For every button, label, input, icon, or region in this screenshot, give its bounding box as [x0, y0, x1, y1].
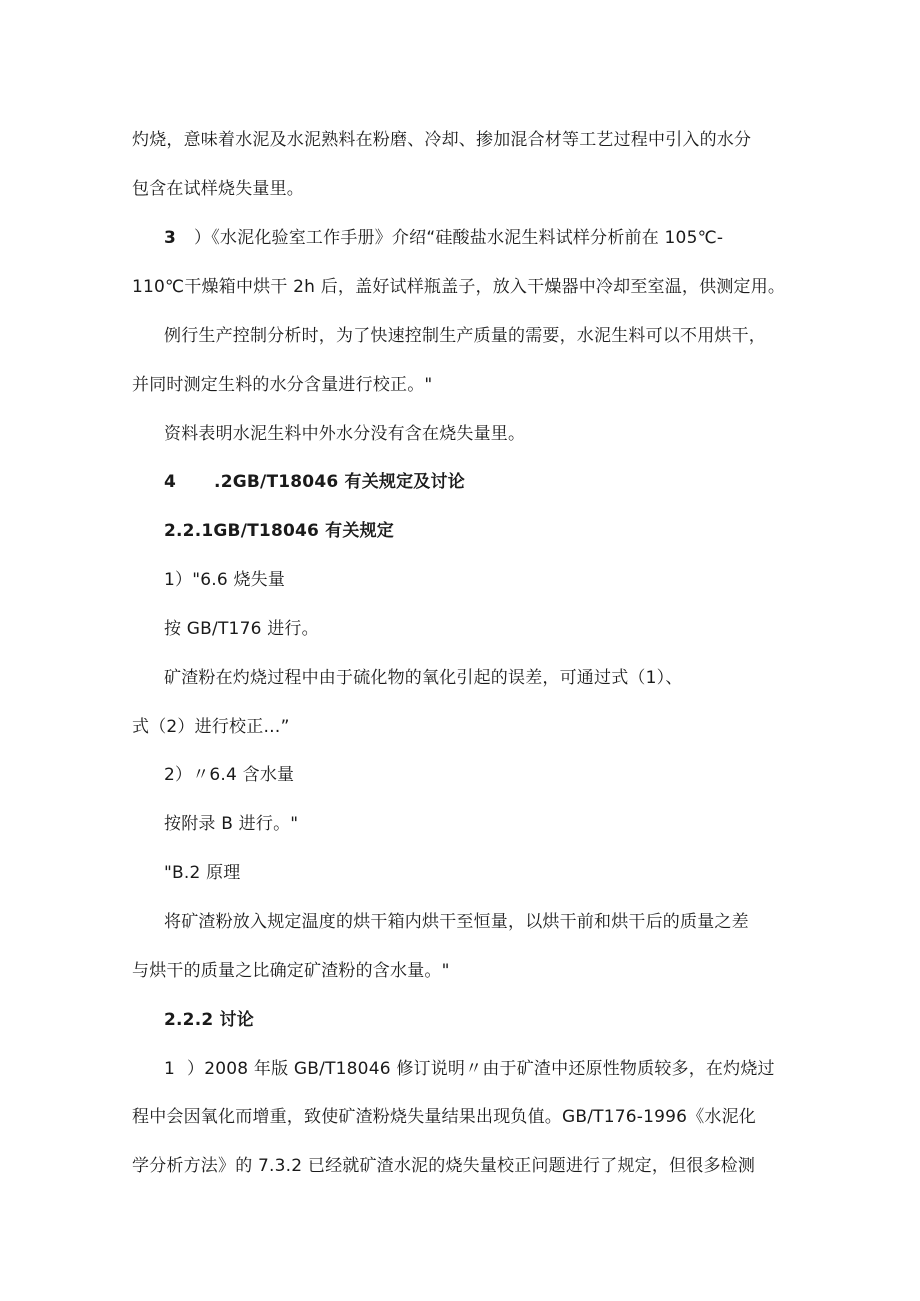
paragraph-line: 例行生产控制分析时，为了快速控制生产质量的需要，水泥生料可以不用烘干，	[164, 326, 766, 346]
section-number: 4	[164, 472, 177, 492]
paragraph-line: 学分析方法》的 7.3.2 已经就矿渣水泥的烧失量校正问题进行了规定，但很多检测	[132, 1156, 756, 1176]
paragraph-line: 包含在试样烧失量里。	[132, 179, 304, 199]
paragraph-line: 1）"6.6 烧失量	[164, 570, 286, 590]
section-title: .2GB/T18046 有关规定及讨论	[214, 472, 465, 492]
subsection-heading: 2.2.2 讨论	[164, 1010, 254, 1030]
paragraph-line: 与烘干的质量之比确定矿渣粉的含水量。"	[132, 961, 450, 981]
paragraph-line	[164, 1057, 775, 1081]
paragraph-line: 2）〃6.4 含水量	[164, 765, 295, 785]
paragraph-text: ）《水泥化验室工作手册》介绍“硅酸盐水泥生料试样分析前在 105℃-	[194, 228, 724, 248]
paragraph-line: 110℃干燥箱中烘干 2h 后，盖好试样瓶盖子，放入干燥器中冷却至室温，供测定用。	[132, 277, 786, 297]
paragraph-line: 按附录 B 进行。"	[164, 814, 299, 834]
paragraph-line: 矿渣粉在灼烧过程中由于硫化物的氧化引起的误差，可通过式（1）、	[164, 668, 683, 688]
paragraph-line: "B.2 原理	[164, 863, 241, 883]
section-heading	[164, 470, 465, 494]
list-number: 3	[164, 228, 177, 248]
paragraph-text: ）2008 年版 GB/T18046 修订说明〃由于矿渣中还原性物质较多，在灼烧过	[187, 1059, 775, 1079]
subsection-heading: 2.2.1GB/T18046 有关规定	[164, 521, 394, 541]
paragraph-line: 资料表明水泥生料中外水分没有含在烧失量里。	[164, 424, 526, 444]
paragraph-line: 程中会因氧化而增重，致使矿渣粉烧失量结果出现负值。GB/T176-1996《水泥化	[132, 1107, 756, 1127]
paragraph-line: 按 GB/T176 进行。	[164, 619, 319, 639]
paragraph-line: 将矿渣粉放入规定温度的烘干箱内烘干至恒量，以烘干前和烘干后的质量之差	[164, 912, 749, 932]
list-number: 1	[164, 1059, 176, 1079]
paragraph-line: 式（2）进行校正…”	[132, 717, 290, 737]
paragraph-line: 灼烧，意味着水泥及水泥熟料在粉磨、冷却、掺加混合材等工艺过程中引入的水分	[132, 130, 752, 150]
paragraph-line	[164, 226, 723, 250]
paragraph-line: 并同时测定生料的水分含量进行校正。"	[132, 375, 433, 395]
